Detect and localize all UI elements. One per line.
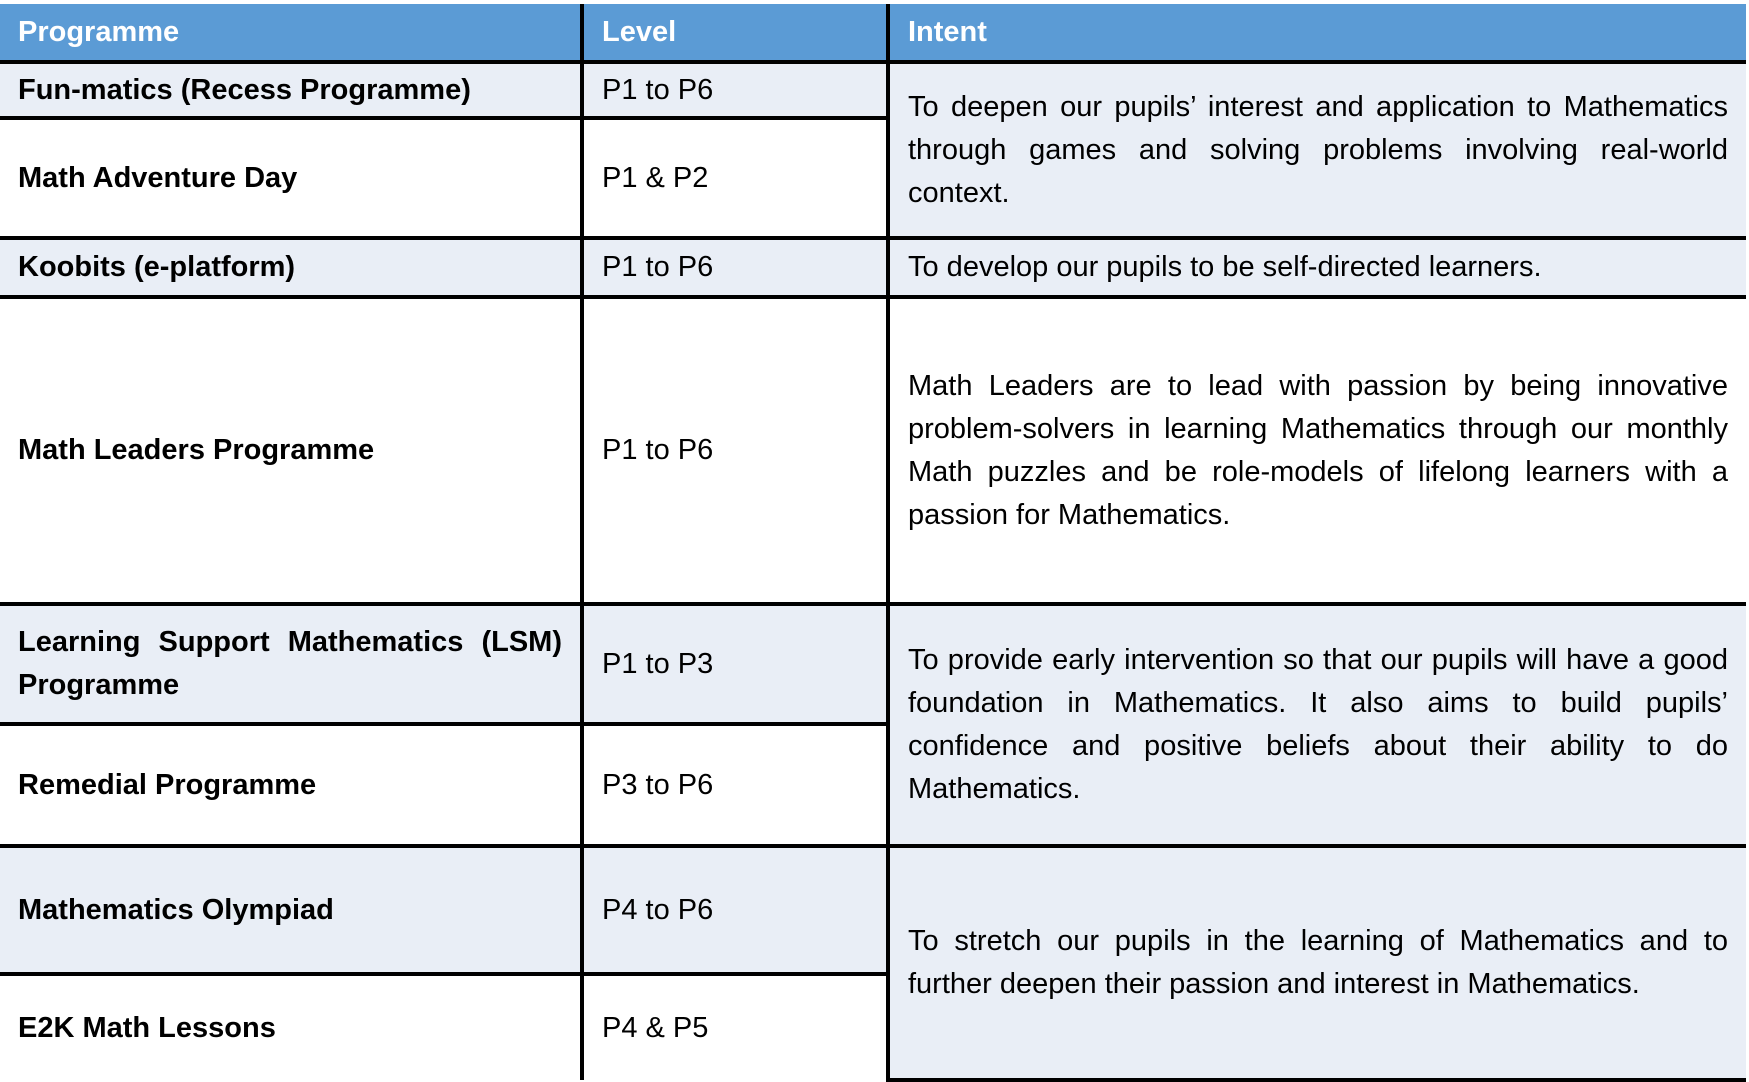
table-row	[0, 846, 1746, 974]
header-programme: Programme	[0, 4, 582, 62]
header-intent: Intent	[888, 4, 1746, 62]
table-row	[0, 297, 1746, 604]
math-programmes-table	[0, 4, 1746, 1082]
level-cell: P1 to P3	[582, 604, 888, 724]
table-row	[0, 238, 1746, 297]
level-cell: P1 to P6	[582, 297, 888, 604]
intent-cell: To deepen our pupils’ interest and application to Mathematics through games and solving problems involving real-world context.	[888, 62, 1746, 238]
intent-cell: To stretch our pupils in the learning of Mathematics and to further deepen their passion and interest in Mathematics.	[888, 846, 1746, 1080]
programme-cell: Remedial Programme	[0, 724, 582, 846]
level-cell: P1 to P6	[582, 62, 888, 118]
table-row	[0, 604, 1746, 724]
header-row	[0, 4, 1746, 62]
intent-cell: Math Leaders are to lead with passion by being innovative problem-solvers in learning Mathematics through our monthly Math puzzles and be role-models of lifelong learners with a passion for Mathematics.	[888, 297, 1746, 604]
intent-cell: To develop our pupils to be self-directed learners.	[888, 238, 1746, 297]
programme-cell: Math Leaders Programme	[0, 297, 582, 604]
programme-cell: Mathematics Olympiad	[0, 846, 582, 974]
programme-cell: Fun-matics (Recess Programme)	[0, 62, 582, 118]
level-cell: P3 to P6	[582, 724, 888, 846]
programme-cell: Learning Support Mathematics (LSM) Programme	[0, 604, 582, 724]
table-row	[0, 62, 1746, 118]
programme-cell: Koobits (e-platform)	[0, 238, 582, 297]
header-level: Level	[582, 4, 888, 62]
level-cell: P1 & P2	[582, 118, 888, 238]
level-cell: P1 to P6	[582, 238, 888, 297]
level-cell: P4 & P5	[582, 974, 888, 1080]
programme-cell: Math Adventure Day	[0, 118, 582, 238]
level-cell: P4 to P6	[582, 846, 888, 974]
programme-cell: E2K Math Lessons	[0, 974, 582, 1080]
intent-cell: To provide early intervention so that our pupils will have a good foundation in Mathematics. It also aims to build pupils’ confidence and positive beliefs about their ability to do Mathematics.	[888, 604, 1746, 846]
